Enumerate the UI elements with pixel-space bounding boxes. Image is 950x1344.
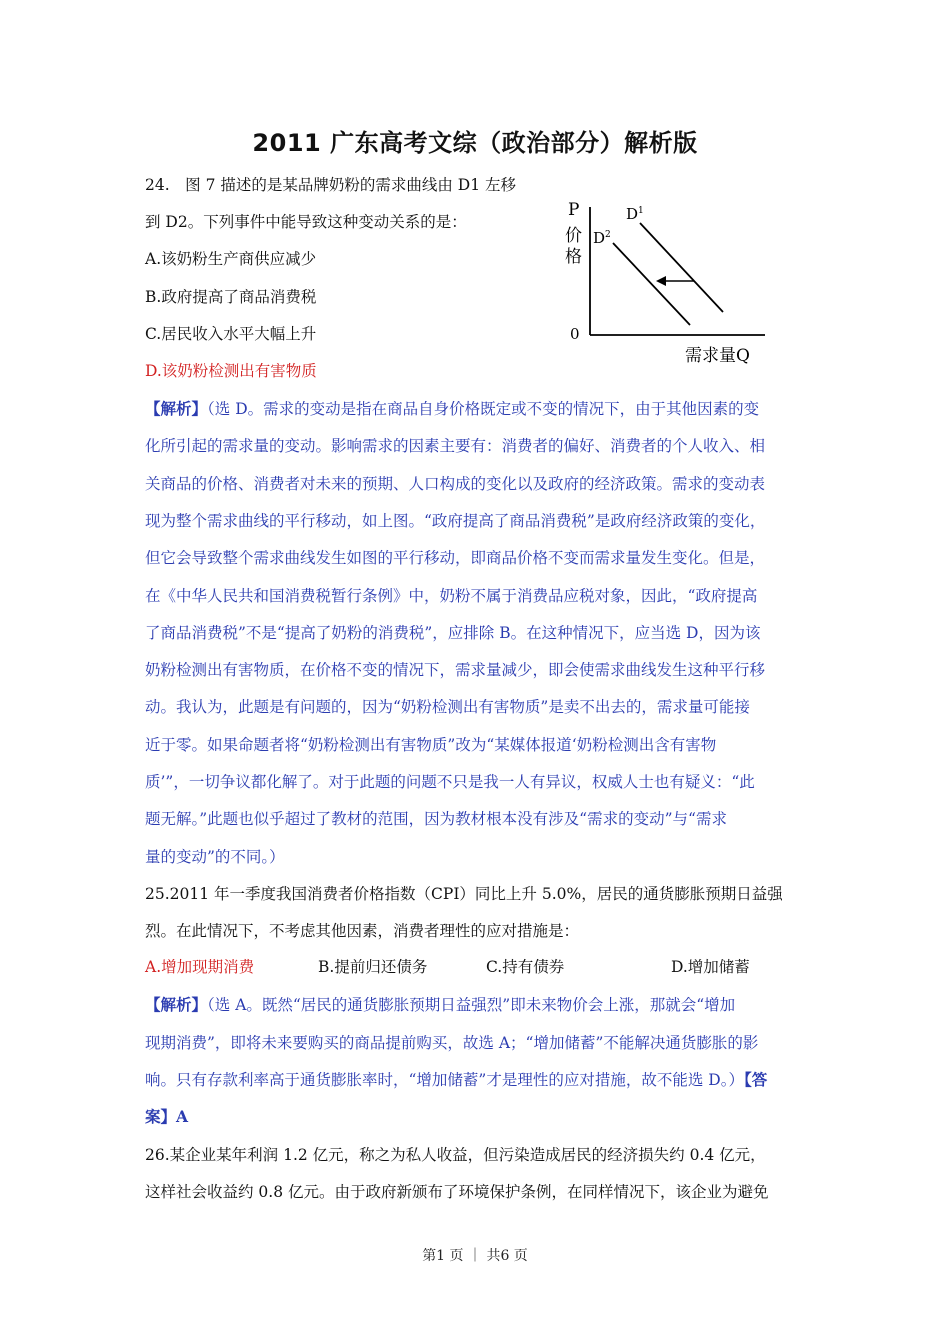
q25-analysis-line-2: 现期消费”，即将未来要购买的商品提前购买，故选 A；“增加储蓄”不能解决通货膨胀的影 <box>145 1034 759 1052</box>
q24-analysis-line-12: 题无解。”此题也似乎超过了教材的范围，因为教材根本没有涉及“需求的变动”与“需求 <box>145 810 727 828</box>
q24-analysis-line-11: 质’”，一切争议都化解了。对于此题的问题不只是我一人有异议，权威人士也有疑义：“此 <box>145 773 755 791</box>
q24-stem-line-2: 到 D2。下列事件中能导致这种变动关系的是： <box>145 213 467 231</box>
q25-stem-line-2: 烈。在此情况下，不考虑其他因素，消费者理性的应对措施是： <box>145 922 580 940</box>
y-axis-label-jia: 价 <box>565 226 582 246</box>
q25-option-b: B.提前归还债务 <box>318 958 428 976</box>
q26-stem-line-1: 26.某企业某年利润 1.2 亿元，称之为私人收益，但污染造成居民的经济损失约 0.4 亿元， <box>145 1146 766 1164</box>
q24-analysis-line-1: 【解析】（选 D。需求的变动是指在商品自身价格既定或不变的情况下，由于其他因素的变 <box>145 399 760 418</box>
q24-analysis-line-13: 量的变动”的不同。） <box>145 848 285 866</box>
q25-answer-head: 【答 <box>743 1070 768 1089</box>
demand-curve-d1 <box>640 223 723 312</box>
q25-option-a-answer: A.增加现期消费 <box>145 958 255 976</box>
q24-analysis-line-3: 关商品的价格、消费者对未来的预期、人口构成的变化以及政府的经济政策。需求的变动表 <box>145 475 766 493</box>
q24-analysis-line-2: 化所引起的需求量的变动。影响需求的因素主要有：消费者的偏好、消费者的个人收入、相 <box>145 437 766 455</box>
q24-analysis-line-7: 了商品消费税”不是“提高了奶粉的消费税”，应排除 B。在这种情况下，应当选 D，因为该 <box>145 624 761 642</box>
x-axis-label: 需求量Q <box>685 346 750 366</box>
d1-label: $D^1$ <box>626 205 644 223</box>
q25-analysis-head: 【解析】 <box>145 995 208 1014</box>
q25-analysis-line-3: 响。只有存款利率高于通货膨胀率时，“增加储蓄”才是理性的应对措施，故不能选 D。）【答 <box>145 1070 768 1089</box>
q24-option-c: C.居民收入水平大幅上升 <box>145 325 317 343</box>
q24-analysis-head: 【解析】 <box>145 399 208 418</box>
q24-analysis-line-9: 动。我认为，此题是有问题的，因为“奶粉检测出有害物质”是卖不出去的，需求量可能接 <box>145 698 750 716</box>
q24-option-d-answer: D.该奶粉检测出有害物质 <box>145 362 317 380</box>
demand-curve-figure <box>560 195 800 370</box>
q25-option-c: C.持有债券 <box>486 958 565 976</box>
q24-analysis-line-10: 近于零。如果命题者将“奶粉检测出有害物质”改为“某媒体报道‘奶粉检测出含有害物 <box>145 736 717 754</box>
q25-option-d: D.增加储蓄 <box>671 958 750 976</box>
q24-analysis-line-6: 在《中华人民共和国消费税暂行条例》中，奶粉不属于消费品应税对象，因此，“政府提高 <box>145 587 758 605</box>
q26-stem-line-2: 这样社会收益约 0.8 亿元。由于政府新颁布了环境保护条例，在同样情况下，该企业为避免 <box>145 1183 769 1201</box>
d2-label: $D^2$ <box>593 229 611 247</box>
y-axis-label-p: P <box>568 200 580 220</box>
document-title: 2011 广东高考文综（政治部分）解析版 <box>252 129 698 157</box>
q24-stem-line-1: 24. 图 7 描述的是某品牌奶粉的需求曲线由 D1 左移 <box>145 176 517 194</box>
page-footer: 第1 页 ｜ 共6 页 <box>422 1248 528 1264</box>
demand-curve-d2 <box>613 243 690 325</box>
q24-option-b: B.政府提高了商品消费税 <box>145 288 317 306</box>
q24-option-a: A.该奶粉生产商供应减少 <box>145 250 317 268</box>
y-axis-label-ge: 格 <box>565 247 582 267</box>
q25-stem-line-1: 25.2011 年一季度我国消费者价格指数（CPI）同比上升 5.0%，居民的通货膨胀预期日益强 <box>145 885 783 903</box>
q24-analysis-line-4: 现为整个需求曲线的平行移动，如上图。“政府提高了商品消费税”是政府经济政策的变化， <box>145 512 766 530</box>
q25-analysis-line-4: 案】A <box>145 1107 189 1126</box>
origin-label: 0 <box>570 325 580 343</box>
q24-analysis-line-5: 但它会导致整个需求曲线发生如图的平行移动，即商品价格不变而需求量发生变化。但是， <box>145 549 766 567</box>
q25-analysis-line-1: 【解析】（选 A。既然“居民的通货膨胀预期日益强烈”即未来物价会上涨，那就会“增加 <box>145 995 736 1014</box>
q24-analysis-line-8: 奶粉检测出有害物质，在价格不变的情况下，需求量减少，即会使需求曲线发生这种平行移 <box>145 661 766 679</box>
shift-arrow-head <box>656 276 666 286</box>
